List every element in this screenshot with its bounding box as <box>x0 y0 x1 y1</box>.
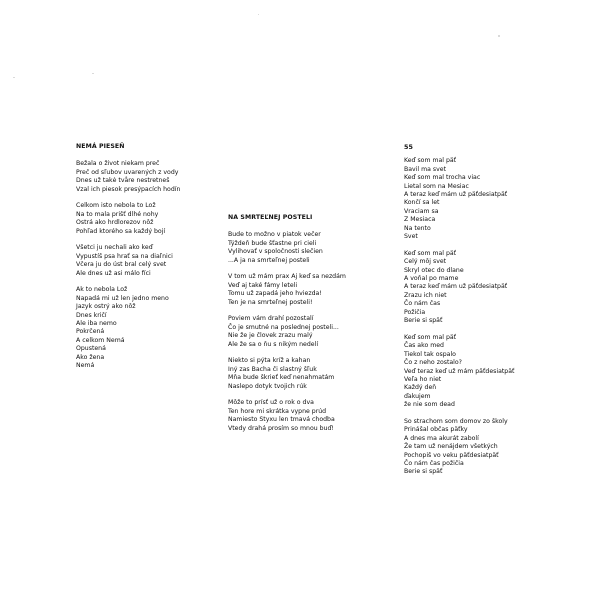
verse-line: Keď som mal trocha viac <box>404 174 481 182</box>
verse-line: Pochopiš vo veku päťdesiatpäť <box>404 451 499 459</box>
poem-title: NEMÁ PIESEŇ <box>76 143 125 150</box>
verse-line: Nemá <box>76 362 95 370</box>
verse-line: A celkom Nemá <box>76 336 125 344</box>
verse-line: Celý môj svet <box>404 258 447 266</box>
verse-line: Čo nám čas <box>404 300 441 308</box>
verse-line: Všetci ju nechali ako keď <box>76 244 153 252</box>
verse-line: Pohľad ktorého sa každý bojí <box>76 227 166 235</box>
verse-line: Jazyk ostrý ako nôž <box>76 303 136 311</box>
stanza <box>76 244 180 278</box>
verse-line: Opustená <box>76 345 106 353</box>
stanza <box>404 418 514 477</box>
verse-line: Bežala o život niekam preč <box>76 160 160 168</box>
stanza <box>404 250 514 326</box>
verse-line: Čo z neho zostalo? <box>404 359 462 367</box>
verse-line: Lietal som na Mesiac <box>404 182 469 190</box>
verse-line: Čo nám čas požičia <box>404 459 464 467</box>
verse-line: So strachom som domov zo školy <box>404 417 508 425</box>
verse-line: Ten hore mi skrátka vypne prúd <box>228 407 327 415</box>
verse-line: Vzal ich piesok presýpacích hodín <box>76 185 181 193</box>
poem-page-55 <box>404 143 514 485</box>
verse-line: Ako žena <box>76 353 105 361</box>
print-speck <box>92 73 94 74</box>
verse-line: Berie si späť <box>404 468 443 476</box>
verse-line: Ak to nebola Lož <box>76 286 128 294</box>
verse-line: Berie si späť <box>404 317 443 325</box>
print-speck <box>258 14 259 15</box>
verse-line: Namiesto Styxu len tmavá chodba <box>228 416 335 424</box>
verse-line: Poviem vám drahí pozostalí <box>228 315 314 323</box>
verse-line: Končí sa let <box>404 199 440 207</box>
verse-line: A teraz keď mám už päťdesiatpäť <box>404 191 508 199</box>
stanza <box>76 202 180 236</box>
poem-na-smrtelnej-posteli <box>228 214 346 441</box>
verse-line: Naslepo dotyk tvojich rúk <box>228 382 307 390</box>
stanza <box>76 286 180 370</box>
verse-line: Ale iba nemo <box>76 320 117 328</box>
verse-line: ...A ja na smrteľnej posteli <box>228 256 310 264</box>
verse-line: že nie som dead <box>404 401 455 409</box>
verse-line: Že tam už nenájdem všetkých <box>404 443 498 451</box>
verse-line: A teraz keď mám už päťdesiatpäť <box>404 283 508 291</box>
stanza <box>228 231 346 265</box>
stanza <box>228 315 346 349</box>
verse-line: Týždeň bude šťastne pri cieli <box>228 239 317 247</box>
poem-nema-piesen <box>76 143 180 379</box>
verse-line: Tiekol tak ospalo <box>404 350 456 358</box>
verse-line: Ale dnes už asi málo fíci <box>76 269 151 277</box>
verse-line: Ostrá ako hrdlorezov nôž <box>76 219 154 227</box>
verse-line: Ale že sa o ňu s nikým nedelí <box>228 340 319 348</box>
stanza <box>76 160 180 194</box>
poem-title: NA SMRTEĽNEJ POSTELI <box>228 214 313 221</box>
verse-line: Veď teraz keď už mám päťdesiatpäť <box>404 367 515 375</box>
verse-line: Čo je smutné na poslednej posteli... <box>228 323 339 331</box>
verse-line: ďakujem <box>404 392 431 400</box>
verse-line: Bude to možno v piatok večer <box>228 231 321 239</box>
verse-line: Každý deň <box>404 384 437 392</box>
page-number: 55 <box>404 143 413 151</box>
verse-line: Pokrčená <box>76 328 105 336</box>
verse-line: Prinášal občas päťky <box>404 426 468 434</box>
verse-line: Na tento <box>404 224 431 232</box>
print-speck <box>13 77 15 78</box>
verse-line: Celkom isto nebola to Lož <box>76 202 156 210</box>
verse-line: Požičia <box>404 308 426 316</box>
verse-line: Na to mala prišť dlhé nohy <box>76 210 159 218</box>
verse-line: Mňa bude škrieť keď nenahmatám <box>228 374 335 382</box>
verse-line: Tomu už zapadá jeho hviezda! <box>228 290 322 298</box>
verse-line: Vylihovať v spoločnosti slečien <box>228 248 323 256</box>
verse-line: Dnes kričí <box>76 311 107 319</box>
verse-line: Napadá mi už len jedno meno <box>76 294 169 302</box>
verse-line: A voňal po mame <box>404 275 459 283</box>
verse-line: Iný zas Bacha či slastný šľuk <box>228 365 317 373</box>
verse-line: Z Mesiaca <box>404 216 436 224</box>
stanza <box>404 334 514 410</box>
verse-line: Nie že je človek zrazu malý <box>228 332 313 340</box>
print-speck <box>498 35 500 37</box>
stanza <box>228 399 346 433</box>
verse-line: A dnes ma akurát zabolí <box>404 434 479 442</box>
verse-line: Keď som mal päť <box>404 249 457 257</box>
verse-line: Keď som mal päť <box>404 157 457 165</box>
verse-line: Dnes už takė tvåre nestretneš <box>76 177 170 185</box>
verse-line: Čas ako med <box>404 342 444 350</box>
verse-line: Skryl otec do dlane <box>404 266 464 274</box>
verse-line: Vraciam sa <box>404 207 439 215</box>
verse-line: Keď som mal päť <box>404 333 457 341</box>
stanza <box>228 273 346 307</box>
verse-line: V tom už mám prax Aj keď sa nezdám <box>228 273 346 281</box>
verse-line: Ten je na smrteľnej posteli! <box>228 298 313 306</box>
verse-line: Veď aj také fámy leteli <box>228 281 298 289</box>
stanza <box>404 157 514 241</box>
verse-line: Vtedy drahá prosím so mnou buď! <box>228 424 334 432</box>
verse-line: Svet <box>404 233 418 241</box>
stanza <box>228 357 346 391</box>
verse-line: Veľa ho niet <box>404 375 442 383</box>
verse-line: Môže to prísť už o rok o dva <box>228 399 314 407</box>
verse-line: Včera ju do úst bral celý svet <box>76 261 167 269</box>
verse-line: Niekto si pýta kríž a kahan <box>228 357 311 365</box>
verse-line: Zrazu ich niet <box>404 291 447 299</box>
verse-line: Vypustíš psa hrať sa na diaľnici <box>76 252 173 260</box>
verse-line: Preč od sľubov uvarených z vody <box>76 168 179 176</box>
verse-line: Bavil ma svet <box>404 165 447 173</box>
